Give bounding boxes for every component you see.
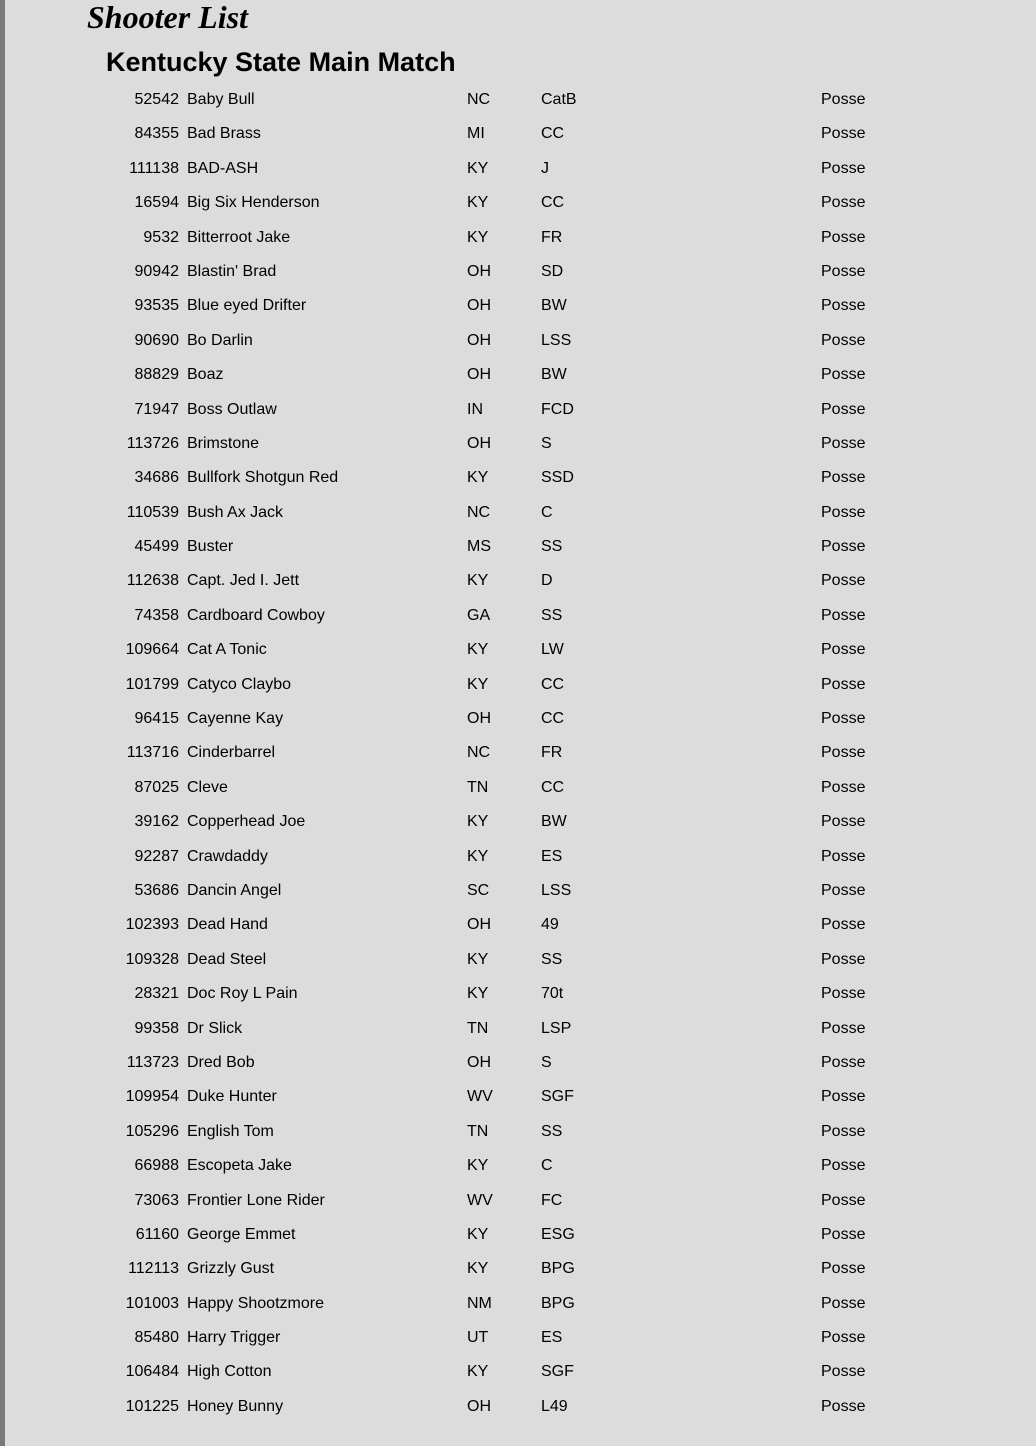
shooter-number: 90690: [134, 331, 179, 349]
shooter-posse: Posse: [821, 1019, 866, 1037]
shooter-posse: Posse: [821, 331, 866, 349]
shooter-category: S: [541, 1053, 552, 1071]
shooter-state: NC: [467, 91, 491, 108]
shooter-category: ES: [541, 1329, 563, 1347]
shooter-alias: Catyco Claybo: [187, 675, 292, 693]
shooter-number: 53686: [134, 881, 179, 899]
shooter-category: BW: [541, 813, 567, 831]
shooter-category: BW: [541, 297, 567, 315]
shooter-row: [0, 875, 1036, 909]
shooter-number: 16594: [134, 194, 179, 212]
shooter-number: 88829: [134, 366, 179, 384]
shooter-posse: Posse: [821, 675, 866, 693]
shooter-posse: Posse: [821, 1122, 866, 1140]
shooter-number: 73063: [134, 1191, 179, 1209]
shooter-alias: High Cotton: [187, 1363, 272, 1381]
shooter-category: J: [541, 159, 549, 177]
shooter-row: [0, 841, 1036, 875]
shooter-posse: Posse: [821, 503, 866, 521]
shooter-state: KY: [467, 675, 489, 693]
shooter-alias: Blastin' Brad: [187, 262, 277, 280]
shooter-posse: Posse: [821, 1294, 866, 1312]
shooter-row: [0, 772, 1036, 806]
shooter-state: OH: [467, 297, 491, 315]
shooter-state: OH: [467, 1053, 491, 1071]
shooter-number: 45499: [134, 538, 179, 556]
shooter-number: 34686: [134, 469, 179, 487]
shooter-number: 66988: [134, 1157, 179, 1175]
shooter-posse: Posse: [821, 1157, 866, 1175]
shooter-category: BPG: [541, 1294, 575, 1312]
shooter-number: 101225: [125, 1397, 179, 1415]
shooter-alias: Frontier Lone Rider: [187, 1191, 325, 1209]
shooter-category: CC: [541, 778, 565, 796]
shooter-row: [0, 497, 1036, 531]
shooter-state: NC: [467, 744, 491, 762]
shooter-number: 106484: [125, 1363, 179, 1381]
shooter-alias: Grizzly Gust: [187, 1260, 275, 1278]
shooter-state: OH: [467, 916, 491, 934]
shooter-number: 92287: [134, 847, 179, 865]
shooter-alias: Bitterroot Jake: [187, 228, 291, 246]
shooter-number: 113726: [126, 434, 179, 452]
shooter-posse: Posse: [821, 434, 866, 452]
shooter-category: CC: [541, 194, 565, 212]
shooter-category: 70t: [541, 985, 564, 1003]
shooter-category: LW: [541, 641, 564, 659]
shooter-row: [0, 325, 1036, 359]
shooter-row: [0, 531, 1036, 565]
shooter-posse: Posse: [821, 228, 866, 246]
shooter-number: 99358: [134, 1019, 179, 1037]
shooter-alias: Dr Slick: [187, 1019, 243, 1037]
shooter-alias: Bullfork Shotgun Red: [187, 469, 339, 487]
shooter-alias: Cardboard Cowboy: [187, 606, 325, 624]
shooter-state: TN: [467, 1019, 489, 1037]
shooter-alias: Buster: [187, 538, 234, 556]
shooter-posse: Posse: [821, 469, 866, 487]
shooter-state: KY: [467, 1225, 489, 1243]
shooter-row: [0, 703, 1036, 737]
shooter-category: SGF: [541, 1088, 574, 1106]
shooter-row: [0, 737, 1036, 771]
shooter-alias: Dancin Angel: [187, 881, 282, 899]
shooter-alias: Brimstone: [187, 434, 260, 452]
shooter-row: [0, 1185, 1036, 1219]
shooter-state: KY: [467, 985, 489, 1003]
shooter-state: OH: [467, 434, 491, 452]
shooter-category: CC: [541, 675, 565, 693]
shooter-posse: Posse: [821, 159, 866, 177]
shooter-category: ESG: [541, 1225, 575, 1243]
shooter-number: 109328: [125, 950, 179, 968]
shooter-number: 28321: [134, 985, 179, 1003]
shooter-number: 101003: [125, 1294, 179, 1312]
shooter-category: C: [541, 503, 553, 521]
shooter-number: 113716: [126, 744, 179, 762]
shooter-number: 109954: [125, 1088, 179, 1106]
shooter-category: FR: [541, 228, 563, 246]
shooter-posse: Posse: [821, 572, 866, 590]
shooter-state: MS: [467, 538, 491, 556]
shooter-row: [0, 1253, 1036, 1287]
shooter-alias: Doc Roy L Pain: [187, 985, 298, 1003]
shooter-number: 52542: [134, 91, 179, 108]
shooter-row: [0, 394, 1036, 428]
shooter-posse: Posse: [821, 297, 866, 315]
shooter-row: [0, 290, 1036, 324]
shooter-alias: Boss Outlaw: [187, 400, 277, 418]
shooter-posse: Posse: [821, 262, 866, 280]
shooter-alias: Cleve: [187, 778, 228, 796]
shooter-posse: Posse: [821, 400, 866, 418]
shooter-row: [0, 84, 1036, 118]
shooter-posse: Posse: [821, 1088, 866, 1106]
shooter-posse: Posse: [821, 916, 866, 934]
shooter-alias: Baby Bull: [187, 91, 255, 108]
shooter-state: KY: [467, 572, 489, 590]
shooter-alias: Copperhead Joe: [187, 813, 306, 831]
shooter-state: KY: [467, 469, 489, 487]
shooter-alias: Capt. Jed I. Jett: [187, 572, 300, 590]
shooter-posse: Posse: [821, 847, 866, 865]
shooter-category: C: [541, 1157, 553, 1175]
shooter-posse: Posse: [821, 194, 866, 212]
shooter-state: KY: [467, 1260, 489, 1278]
shooter-state: OH: [467, 710, 491, 728]
shooter-row: [0, 1322, 1036, 1356]
shooter-state: OH: [467, 331, 491, 349]
shooter-alias: Crawdaddy: [187, 847, 268, 865]
shooter-category: L49: [541, 1397, 568, 1415]
shooter-state: OH: [467, 262, 491, 280]
shooter-number: 39162: [134, 813, 179, 831]
shooter-posse: Posse: [821, 1225, 866, 1243]
shooter-row: [0, 1150, 1036, 1184]
shooter-posse: Posse: [821, 744, 866, 762]
shooter-row: [0, 187, 1036, 221]
shooter-state: GA: [467, 606, 491, 624]
shooter-category: D: [541, 572, 553, 590]
shooter-category: SGF: [541, 1363, 574, 1381]
shooter-alias: Boaz: [187, 366, 224, 384]
shooter-alias: George Emmet: [187, 1225, 296, 1243]
shooter-alias: Bad Brass: [187, 125, 261, 143]
shooter-row: [0, 1288, 1036, 1322]
match-title: Kentucky State Main Match: [106, 47, 456, 77]
shooter-alias: Cinderbarrel: [187, 744, 276, 762]
shooter-category: SS: [541, 950, 563, 968]
shooter-alias: Big Six Henderson: [187, 194, 320, 212]
shooter-category: SSD: [541, 469, 574, 487]
shooter-alias: Happy Shootzmore: [187, 1294, 324, 1312]
shooter-list: [0, 84, 1036, 1425]
shooter-state: NC: [467, 503, 491, 521]
shooter-row: [0, 806, 1036, 840]
shooter-posse: Posse: [821, 1191, 866, 1209]
shooter-alias: BAD-ASH: [187, 159, 259, 177]
shooter-alias: Harry Trigger: [187, 1329, 281, 1347]
shooter-number: 96415: [134, 710, 179, 728]
shooter-category: SS: [541, 606, 563, 624]
shooter-state: WV: [467, 1191, 493, 1209]
shooter-posse: Posse: [821, 1329, 866, 1347]
shooter-number: 9532: [143, 228, 179, 246]
shooter-posse: Posse: [821, 125, 866, 143]
shooter-state: TN: [467, 1122, 489, 1140]
shooter-state: TN: [467, 778, 489, 796]
shooter-alias: Bush Ax Jack: [187, 503, 284, 521]
shooter-category: FC: [541, 1191, 563, 1209]
shooter-category: BPG: [541, 1260, 575, 1278]
shooter-posse: Posse: [821, 538, 866, 556]
shooter-posse: Posse: [821, 1363, 866, 1381]
shooter-alias: Honey Bunny: [187, 1397, 284, 1415]
shooter-row: [0, 634, 1036, 668]
shooter-posse: Posse: [821, 985, 866, 1003]
shooter-posse: Posse: [821, 881, 866, 899]
shooter-number: 105296: [125, 1122, 179, 1140]
shooter-posse: Posse: [821, 1053, 866, 1071]
shooter-category: CC: [541, 710, 565, 728]
shooter-posse: Posse: [821, 1397, 866, 1415]
shooter-row: [0, 359, 1036, 393]
shooter-number: 84355: [134, 125, 179, 143]
document-title: Shooter List: [87, 0, 248, 35]
shooter-state: KY: [467, 847, 489, 865]
shooter-state: KY: [467, 159, 489, 177]
shooter-number: 112113: [127, 1260, 179, 1278]
shooter-posse: Posse: [821, 1260, 866, 1278]
shooter-category: LSP: [541, 1019, 572, 1037]
shooter-category: BW: [541, 366, 567, 384]
shooter-number: 112638: [126, 572, 179, 590]
shooter-posse: Posse: [821, 950, 866, 968]
shooter-number: 110539: [126, 503, 179, 521]
shooter-row: [0, 462, 1036, 496]
shooter-alias: Dead Steel: [187, 950, 267, 968]
shooter-alias: English Tom: [187, 1122, 274, 1140]
shooter-state: SC: [467, 881, 490, 899]
shooter-row: [0, 1391, 1036, 1425]
shooter-number: 109664: [125, 641, 179, 659]
shooter-row: [0, 1219, 1036, 1253]
shooter-state: KY: [467, 1363, 489, 1381]
shooter-alias: Dred Bob: [187, 1053, 255, 1071]
shooter-row: [0, 1047, 1036, 1081]
shooter-category: LSS: [541, 331, 572, 349]
shooter-posse: Posse: [821, 813, 866, 831]
shooter-posse: Posse: [821, 366, 866, 384]
shooter-state: IN: [467, 400, 483, 418]
shooter-row: [0, 1013, 1036, 1047]
shooter-row: [0, 944, 1036, 978]
shooter-category: FR: [541, 744, 563, 762]
shooter-row: [0, 669, 1036, 703]
shooter-posse: Posse: [821, 710, 866, 728]
shooter-state: NM: [467, 1294, 492, 1312]
shooter-state: WV: [467, 1088, 493, 1106]
shooter-row: [0, 1081, 1036, 1115]
shooter-row: [0, 565, 1036, 599]
shooter-alias: Escopeta Jake: [187, 1157, 292, 1175]
shooter-number: 85480: [134, 1329, 179, 1347]
shooter-number: 87025: [134, 778, 179, 796]
shooter-alias: Cayenne Kay: [187, 710, 284, 728]
shooter-state: KY: [467, 813, 489, 831]
shooter-row: [0, 1116, 1036, 1150]
shooter-category: CC: [541, 125, 565, 143]
shooter-row: [0, 222, 1036, 256]
shooter-alias: Bo Darlin: [187, 331, 253, 349]
shooter-number: 93535: [134, 297, 179, 315]
shooter-row: [0, 1356, 1036, 1390]
shooter-category: 49: [541, 916, 559, 934]
shooter-category: ES: [541, 847, 563, 865]
shooter-state: OH: [467, 366, 491, 384]
shooter-category: LSS: [541, 881, 572, 899]
shooter-number: 111138: [129, 159, 179, 177]
shooter-state: MI: [467, 125, 485, 143]
shooter-category: CatB: [541, 91, 577, 108]
shooter-state: KY: [467, 194, 489, 212]
shooter-state: OH: [467, 1397, 491, 1415]
shooter-posse: Posse: [821, 778, 866, 796]
shooter-row: [0, 428, 1036, 462]
shooter-posse: Posse: [821, 641, 866, 659]
shooter-alias: Duke Hunter: [187, 1088, 277, 1106]
shooter-posse: Posse: [821, 606, 866, 624]
shooter-state: KY: [467, 950, 489, 968]
shooter-state: KY: [467, 641, 489, 659]
shooter-number: 90942: [134, 262, 179, 280]
shooter-row: [0, 256, 1036, 290]
shooter-row: [0, 978, 1036, 1012]
shooter-alias: Dead Hand: [187, 916, 268, 934]
shooter-state: UT: [467, 1329, 489, 1347]
shooter-number: 102393: [125, 916, 179, 934]
shooter-category: SD: [541, 262, 564, 280]
shooter-row: [0, 600, 1036, 634]
shooter-category: SS: [541, 1122, 563, 1140]
shooter-state: KY: [467, 1157, 489, 1175]
shooter-category: SS: [541, 538, 563, 556]
shooter-row: [0, 118, 1036, 152]
shooter-number: 101799: [125, 675, 179, 693]
shooter-number: 61160: [135, 1225, 179, 1243]
shooter-category: FCD: [541, 400, 574, 418]
shooter-row: [0, 153, 1036, 187]
shooter-number: 74358: [134, 606, 179, 624]
shooter-posse: Posse: [821, 91, 866, 108]
shooter-state: KY: [467, 228, 489, 246]
shooter-alias: Cat A Tonic: [187, 641, 267, 659]
shooter-category: S: [541, 434, 552, 452]
shooter-alias: Blue eyed Drifter: [187, 297, 307, 315]
shooter-number: 113723: [126, 1053, 179, 1071]
shooter-row: [0, 909, 1036, 943]
shooter-number: 71947: [134, 400, 179, 418]
